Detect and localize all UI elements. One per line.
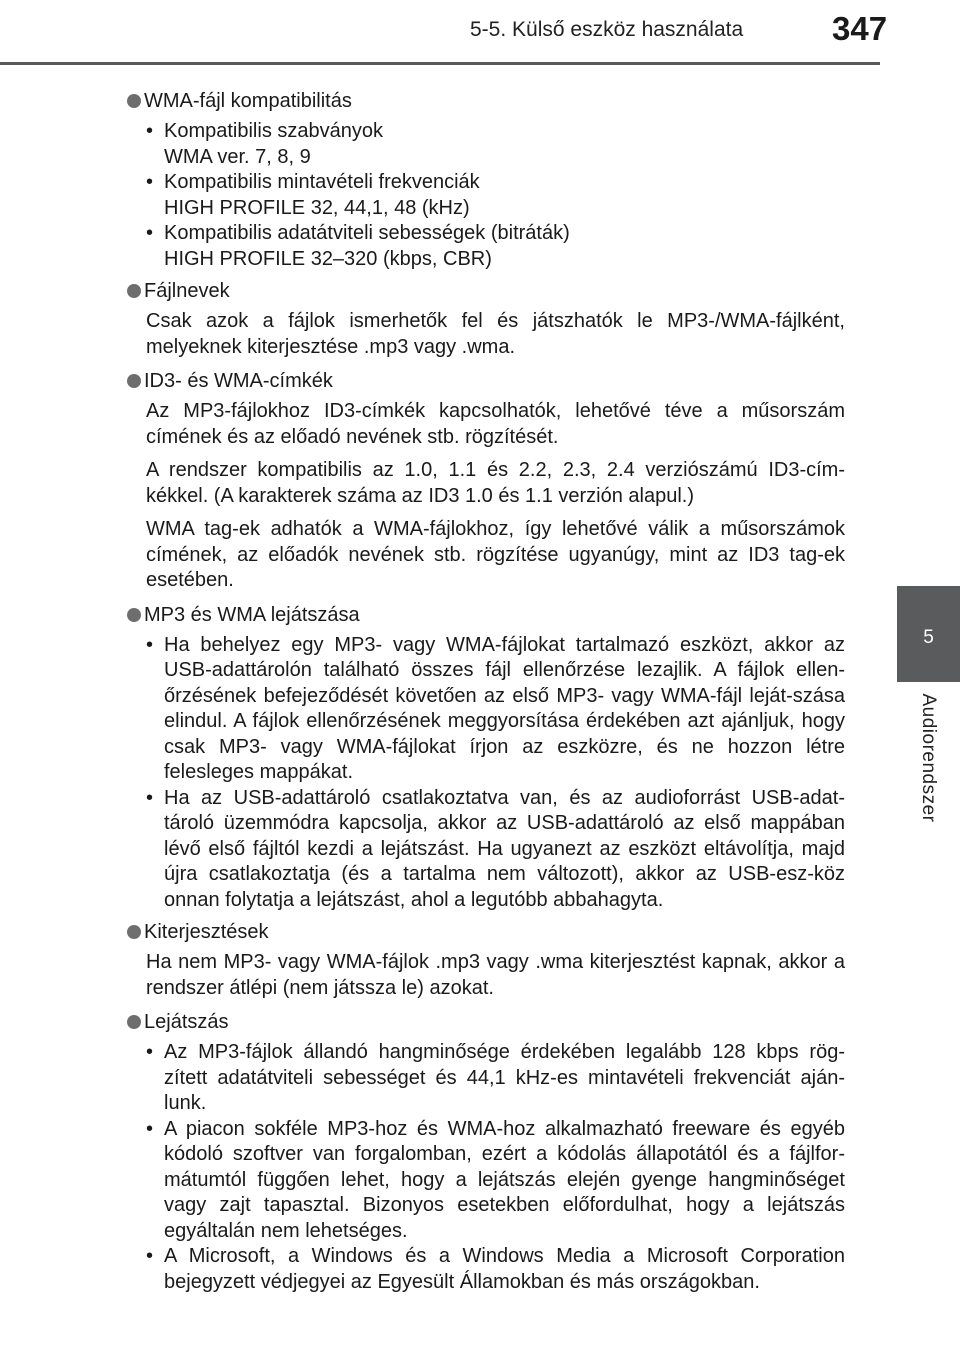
list-item: [146, 786, 845, 914]
list-item-text: Kompatibilis adatátviteli sebességek (bitráták): [164, 222, 570, 244]
bullet-dot-icon: [127, 925, 141, 939]
section-title: Lejátszás: [144, 1011, 229, 1033]
header-rule: [0, 62, 880, 65]
list-item-text: A piacon sokféle MP3-hoz és WMA-hoz alkalmazható freeware és egyéb kódoló szoftver van forgalomban, ezért a kódolás állapotától és a fájlfor-mátumtól függően lehet, hogy a lejátszás elején gyenge hangminőséget vagy zajt tapasztal. Bizonyos esetekben előfordulhat, hogy a lejátszás egyáltalán nem lehetséges.: [164, 1117, 845, 1242]
bullet-icon: •: [146, 120, 154, 142]
section-heading: [127, 278, 845, 304]
list-item-text: A Microsoft, a Windows és a Windows Media a Microsoft Corporation bejegyzett védjegyei az Egyesült Államokban és más országokban.: [164, 1245, 845, 1293]
section-playback: [127, 1009, 845, 1295]
page-content: [127, 88, 845, 1301]
bullet-icon: •: [146, 1117, 154, 1140]
list-item: [146, 119, 845, 170]
page-number: 347: [832, 10, 888, 47]
list-item: [146, 1117, 845, 1245]
bullet-list: [146, 1040, 845, 1295]
list-item: [146, 1040, 845, 1117]
bullet-icon: •: [146, 171, 154, 193]
paragraph: WMA tag-ek adhatók a WMA-fájlokhoz, így lehetővé válik a műsorszámok címének, az előadók nevének stb. rögzítése ugyanúgy, mint az ID3 tag-ek esetében.: [146, 518, 845, 591]
list-item-subtext: HIGH PROFILE 32, 44,1, 48 (kHz): [164, 196, 470, 219]
header-section-title: 5-5. Külső eszköz használata: [470, 18, 744, 41]
section-title: WMA-fájl kompatibilitás: [144, 90, 352, 112]
section-wma-compatibility: [127, 88, 845, 272]
list-item: [146, 1244, 845, 1295]
section-heading: [127, 602, 845, 628]
bullet-list: [146, 633, 845, 914]
list-item-subtext: HIGH PROFILE 32–320 (kbps, CBR): [164, 247, 492, 270]
paragraph: Csak azok a fájlok ismerhetők fel és játszhatók le MP3-/WMA-fájlként, melyeknek kiterjesztése .mp3 vagy .wma.: [146, 310, 845, 358]
bullet-icon: •: [146, 786, 154, 809]
list-item: [146, 221, 845, 272]
bullet-list: [146, 119, 845, 272]
side-tab-top: [897, 0, 960, 586]
section-title: ID3- és WMA-címkék: [144, 370, 333, 392]
section-title: Kiterjesztések: [144, 921, 269, 943]
section-heading: [127, 88, 845, 114]
paragraph: A rendszer kompatibilis az 1.0, 1.1 és 2.2, 2.3, 2.4 verziószámú ID3-cím-kékkel. (A karakterek száma az ID3 1.0 és 1.1 verzión alapul.): [146, 459, 845, 507]
list-item-text: Ha az USB-adattároló csatlakoztatva van, és az audioforrást USB-adat-tároló üzemmódra kapcsolja, akkor az USB-adattároló az első mappában lévő első fájltól kezdi a lejátszást. Ha ugyanezt az eszközt eltávolítja, majd újra csatlakoztatja (és a tartalma nem változott), akkor az USB-esz-köz onnan folytatja a lejátszást, ahol a legutóbb abbahagyta.: [164, 786, 845, 911]
list-item: [146, 633, 845, 786]
section-mp3-wma-playback: [127, 602, 845, 914]
section-heading: [127, 1009, 845, 1035]
side-tab-number: 5: [923, 627, 934, 648]
side-tab-label: Audiorendszer: [918, 693, 939, 823]
list-item-subtext: WMA ver. 7, 8, 9: [164, 145, 311, 168]
section-extensions: [127, 919, 845, 1001]
bullet-dot-icon: [127, 94, 141, 108]
list-item: [146, 170, 845, 221]
paragraph: Ha nem MP3- vagy WMA-fájlok .mp3 vagy .wma kiterjesztést kapnak, akkor a rendszer átlépi (nem játssza le) azokat.: [146, 951, 845, 999]
bullet-dot-icon: [127, 284, 141, 298]
paragraph: Az MP3-fájlokhoz ID3-címkék kapcsolhatók, lehetővé téve a műsorszám címének és az előadó nevének stb. rögzítését.: [146, 400, 845, 448]
list-item-text: Kompatibilis szabványok: [164, 120, 383, 142]
bullet-icon: •: [146, 633, 154, 656]
section-heading: [127, 368, 845, 394]
section-id3-wma-tags: [127, 368, 845, 594]
bullet-dot-icon: [127, 374, 141, 388]
section-heading: [127, 919, 845, 945]
section-title: MP3 és WMA lejátszása: [144, 603, 360, 626]
bullet-dot-icon: [127, 608, 141, 622]
list-item-text: Kompatibilis mintavételi frekvenciák: [164, 171, 480, 193]
section-filenames: [127, 278, 845, 360]
section-title: Fájlnevek: [144, 280, 230, 302]
bullet-icon: •: [146, 222, 154, 244]
list-item-text: Ha behelyez egy MP3- vagy WMA-fájlokat tartalmazó eszközt, akkor az USB-adattárolón található összes fájl ellenőrzése lezajlik. A fájlok ellen-őrzésének befejeződését követően az első MP3- vagy WMA-fájl leját-szása elindul. A fájlok ellenőrzésének meggyorsítása érdekében azt ajánljuk, hogy csak MP3- vagy WMA-fájlokat írjon az eszközre, és ne hozzon létre felesleges mappákat.: [164, 633, 845, 783]
bullet-icon: •: [146, 1245, 154, 1267]
bullet-dot-icon: [127, 1015, 141, 1029]
bullet-icon: •: [146, 1041, 154, 1063]
list-item-text: Az MP3-fájlok állandó hangminősége érdekében legalább 128 kbps rög-zített adatátviteli sebességet és 44,1 kHz-es mintavételi frekvenciát aján-lunk.: [164, 1041, 845, 1114]
